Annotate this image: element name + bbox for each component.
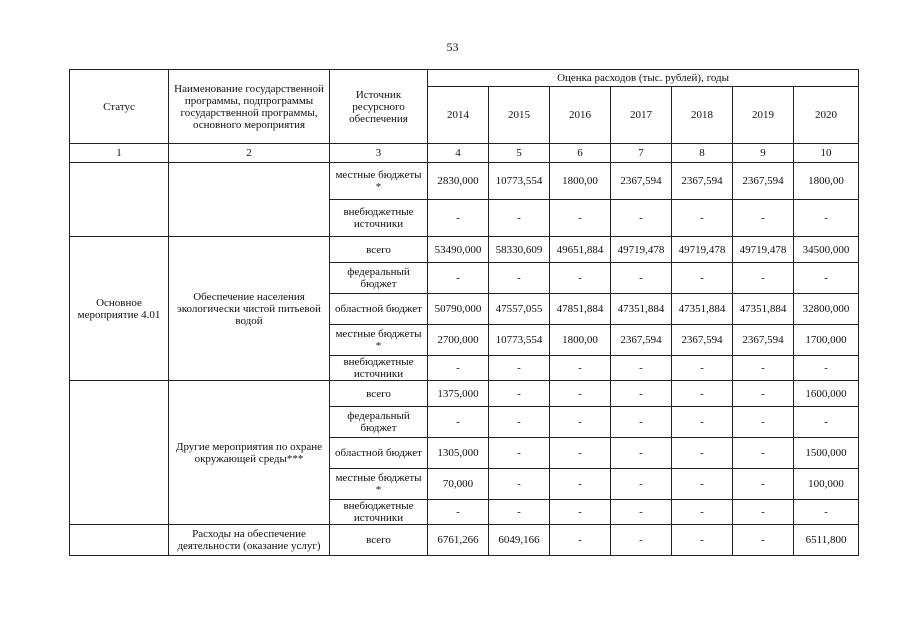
value-cell: - [733,381,794,407]
value-cell: - [672,263,733,294]
source-cell: местные бюджеты * [330,163,428,200]
name-cell: Обеспечение населения экологически чистой питьевой водой [169,237,330,381]
source-cell: всего [330,381,428,407]
table-row [70,237,859,263]
value-cell: 49719,478 [733,237,794,263]
source-cell: внебюджетные источники [330,500,428,525]
value-cell: 10773,554 [489,163,550,200]
header-year: 2018 [672,87,733,144]
value-cell: 2367,594 [733,163,794,200]
value-cell: 100,000 [794,469,859,500]
header-year: 2019 [733,87,794,144]
value-cell: 6761,266 [428,525,489,556]
status-cell [70,525,169,556]
name-cell: Другие мероприятия по охране окружающей среды*** [169,381,330,525]
source-cell: внебюджетные источники [330,356,428,381]
header-status: Статус [70,70,169,144]
value-cell: - [550,500,611,525]
value-cell: - [611,525,672,556]
column-number: 1 [70,144,169,163]
header-year: 2020 [794,87,859,144]
value-cell: 2367,594 [611,325,672,356]
value-cell: - [794,200,859,237]
column-number: 7 [611,144,672,163]
value-cell: - [733,500,794,525]
value-cell: 2700,000 [428,325,489,356]
value-cell: - [489,263,550,294]
value-cell: 47351,884 [733,294,794,325]
value-cell: - [733,469,794,500]
source-cell: всего [330,525,428,556]
value-cell: - [550,356,611,381]
value-cell: - [611,381,672,407]
value-cell: - [489,381,550,407]
value-cell: - [550,469,611,500]
value-cell: - [611,438,672,469]
table-row [70,525,859,556]
column-number: 4 [428,144,489,163]
value-cell: 49719,478 [672,237,733,263]
header-year: 2015 [489,87,550,144]
value-cell: - [672,381,733,407]
column-number: 2 [169,144,330,163]
value-cell: 1500,000 [794,438,859,469]
status-cell: Основное мероприятие 4.01 [70,237,169,381]
column-number: 9 [733,144,794,163]
value-cell: - [428,500,489,525]
value-cell: - [550,200,611,237]
value-cell: - [672,500,733,525]
source-cell: федеральный бюджет [330,407,428,438]
value-cell: - [733,200,794,237]
value-cell: - [794,263,859,294]
table-row [70,381,859,407]
value-cell: 1700,000 [794,325,859,356]
source-cell: областной бюджет [330,438,428,469]
value-cell: - [489,407,550,438]
source-cell: местные бюджеты * [330,469,428,500]
value-cell: - [733,263,794,294]
value-cell: - [489,200,550,237]
value-cell: 2367,594 [733,325,794,356]
value-cell: - [428,200,489,237]
column-number: 6 [550,144,611,163]
value-cell: - [489,469,550,500]
value-cell: - [672,438,733,469]
column-number: 5 [489,144,550,163]
value-cell: - [611,407,672,438]
value-cell: - [672,356,733,381]
value-cell: 58330,609 [489,237,550,263]
value-cell: - [611,356,672,381]
header-year: 2017 [611,87,672,144]
value-cell: - [672,469,733,500]
name-cell: Расходы на обеспечение деятельности (оказание услуг) [169,525,330,556]
value-cell: 47351,884 [611,294,672,325]
value-cell: 49719,478 [611,237,672,263]
header-name: Наименование государственной программы, подпрограммы государственной программы, основного мероприятия [169,70,330,144]
value-cell: 2830,000 [428,163,489,200]
value-cell: - [428,356,489,381]
value-cell: 53490,000 [428,237,489,263]
header-source: Источник ресурсного обеспечения [330,70,428,144]
value-cell: 49651,884 [550,237,611,263]
page-number: 53 [446,40,459,54]
source-cell: внебюджетные источники [330,200,428,237]
value-cell: - [428,263,489,294]
value-cell: - [489,438,550,469]
column-number: 3 [330,144,428,163]
value-cell: - [489,356,550,381]
source-cell: областной бюджет [330,294,428,325]
status-cell [70,163,169,237]
value-cell: 1800,00 [794,163,859,200]
value-cell: - [550,438,611,469]
value-cell: - [672,525,733,556]
status-cell [70,381,169,525]
value-cell: 1600,000 [794,381,859,407]
value-cell: - [733,356,794,381]
value-cell: - [550,381,611,407]
value-cell: - [733,438,794,469]
header-estimate: Оценка расходов (тыс. рублей), годы [428,70,859,87]
value-cell: - [550,407,611,438]
value-cell: - [611,469,672,500]
source-cell: федеральный бюджет [330,263,428,294]
header-year: 2014 [428,87,489,144]
value-cell: 34500,000 [794,237,859,263]
source-cell: местные бюджеты * [330,325,428,356]
value-cell: - [611,263,672,294]
table-row [70,163,859,200]
value-cell: 1800,00 [550,163,611,200]
value-cell: - [733,525,794,556]
value-cell: - [611,500,672,525]
value-cell: - [611,200,672,237]
value-cell: - [428,407,489,438]
value-cell: 2367,594 [672,163,733,200]
value-cell: 47851,884 [550,294,611,325]
value-cell: - [733,407,794,438]
value-cell: 47557,055 [489,294,550,325]
value-cell: 50790,000 [428,294,489,325]
value-cell: 2367,594 [672,325,733,356]
value-cell: 6511,800 [794,525,859,556]
value-cell: - [550,263,611,294]
value-cell: - [489,500,550,525]
value-cell: - [794,356,859,381]
value-cell: 10773,554 [489,325,550,356]
value-cell: 47351,884 [672,294,733,325]
value-cell: 32800,000 [794,294,859,325]
value-cell: - [794,407,859,438]
name-cell [169,163,330,237]
value-cell: - [672,200,733,237]
budget-table [69,69,859,556]
value-cell: 70,000 [428,469,489,500]
value-cell: - [672,407,733,438]
header-year: 2016 [550,87,611,144]
value-cell: 1800,00 [550,325,611,356]
source-cell: всего [330,237,428,263]
value-cell: 1305,000 [428,438,489,469]
value-cell: - [550,525,611,556]
value-cell: 6049,166 [489,525,550,556]
column-number: 8 [672,144,733,163]
column-number: 10 [794,144,859,163]
value-cell: 1375,000 [428,381,489,407]
value-cell: - [794,500,859,525]
value-cell: 2367,594 [611,163,672,200]
